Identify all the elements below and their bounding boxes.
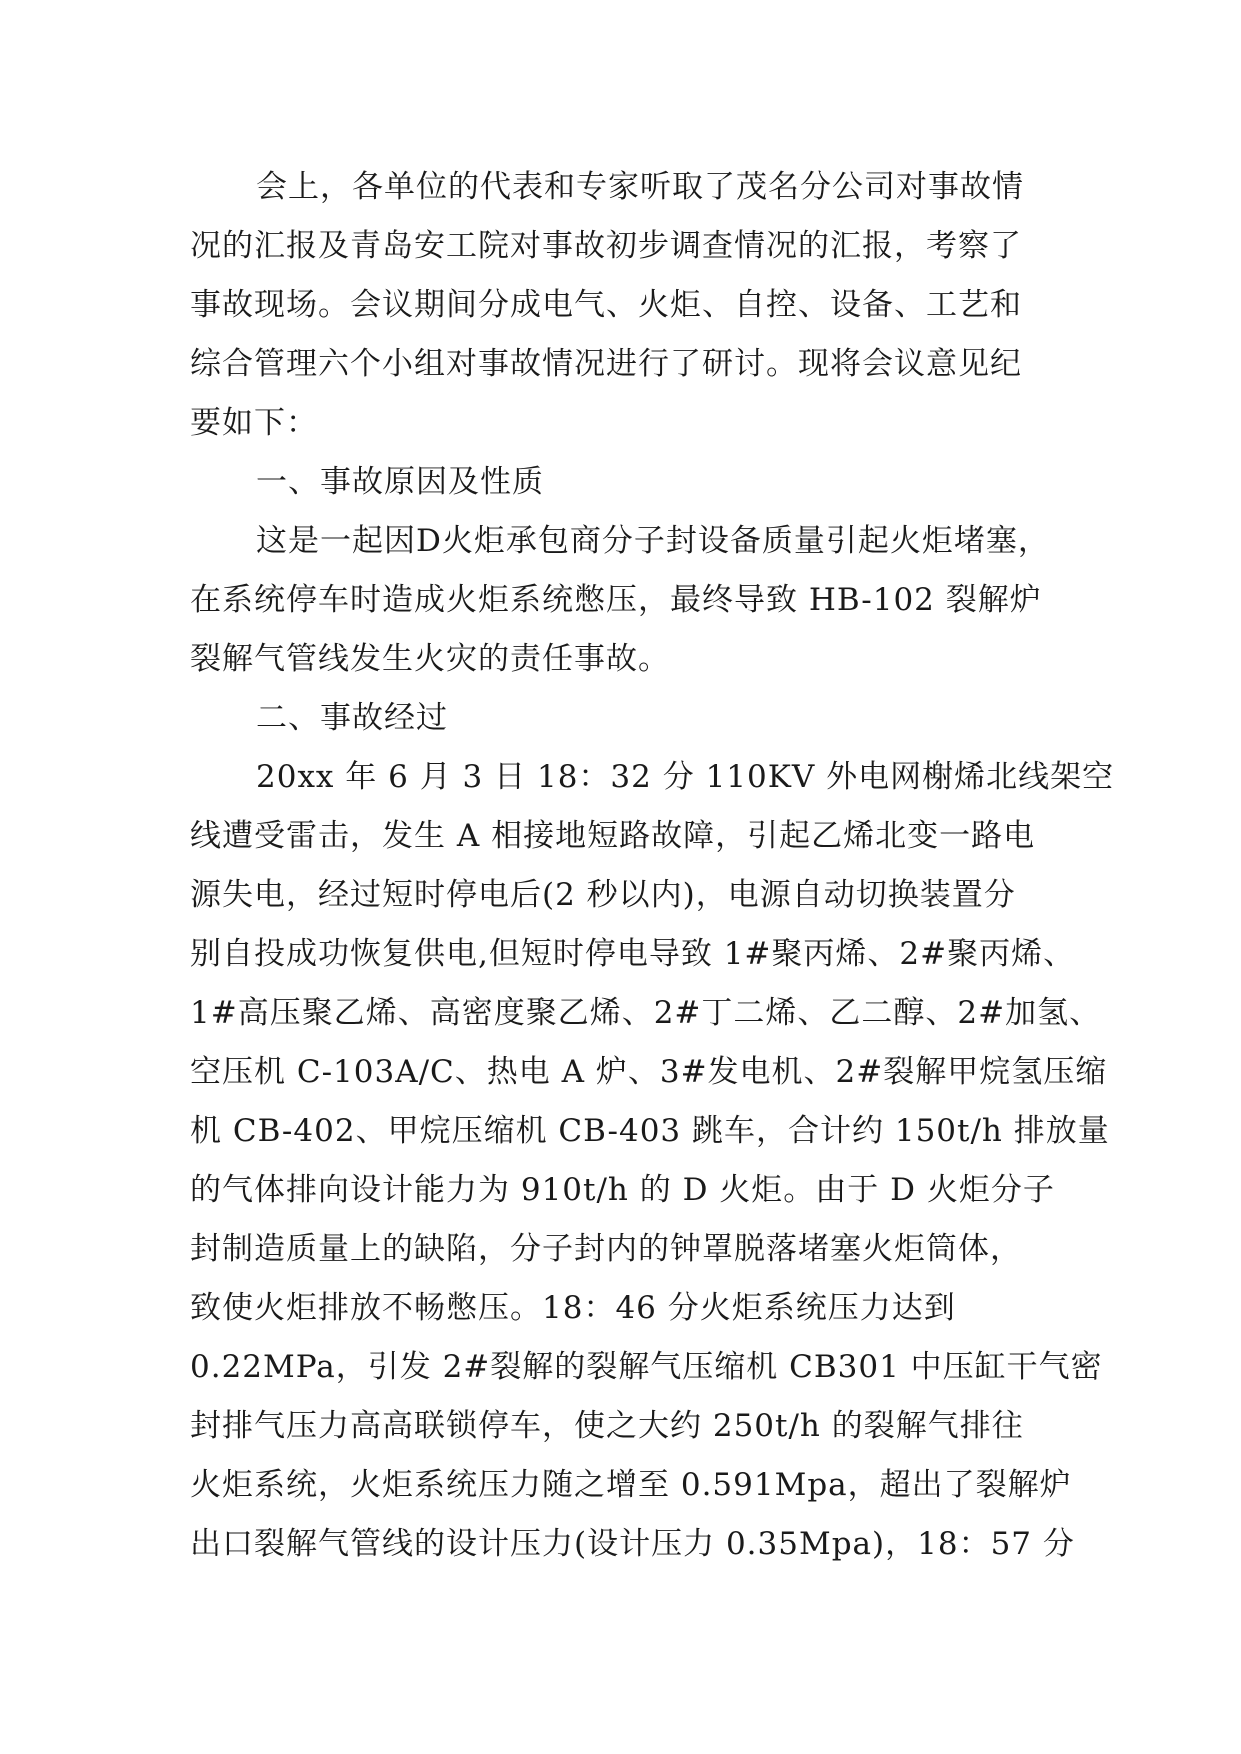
body-line: 的气体排向设计能力为 910t/h 的 D 火炬。由于 D 火炬分子 bbox=[190, 1172, 1055, 1208]
document-body bbox=[190, 158, 1115, 1574]
body-line: 裂解气管线发生火灾的责任事故。 bbox=[190, 641, 670, 677]
body-line: 线遭受雷击，发生 A 相接地短路故障，引起乙烯北变一路电 bbox=[190, 818, 1036, 854]
body-line: 要如下： bbox=[190, 405, 318, 441]
body-line: 致使火炬排放不畅憋压。18：46 分火炬系统压力达到 bbox=[190, 1290, 956, 1326]
section-heading: 一、事故原因及性质 bbox=[256, 464, 544, 500]
body-line: 别自投成功恢复供电,但短时停电导致 1#聚丙烯、2#聚丙烯、 bbox=[190, 936, 1076, 972]
body-line: 综合管理六个小组对事故情况进行了研讨。现将会议意见纪 bbox=[190, 346, 1022, 382]
body-line: 在系统停车时造成火炬系统憋压，最终导致 HB-102 裂解炉 bbox=[190, 582, 1042, 618]
body-line: 1#高压聚乙烯、高密度聚乙烯、2#丁二烯、乙二醇、2#加氢、 bbox=[190, 995, 1102, 1031]
body-line: 机 CB-402、甲烷压缩机 CB-403 跳车，合计约 150t/h 排放量 bbox=[190, 1113, 1110, 1149]
body-line: 空压机 C-103A/C、热电 A 炉、3#发电机、2#裂解甲烷氢压缩 bbox=[190, 1054, 1108, 1090]
body-line: 这是一起因D火炬承包商分子封设备质量引起火炬堵塞， bbox=[256, 523, 1050, 559]
body-line: 20xx 年 6 月 3 日 18：32 分 110KV 外电网榭烯北线架空 bbox=[256, 759, 1115, 795]
body-line: 事故现场。会议期间分成电气、火炬、自控、设备、工艺和 bbox=[190, 287, 1022, 323]
section-heading: 二、事故经过 bbox=[256, 700, 448, 736]
body-line: 封制造质量上的缺陷，分子封内的钟罩脱落堵塞火炬筒体， bbox=[190, 1231, 1022, 1267]
body-line: 况的汇报及青岛安工院对事故初步调查情况的汇报，考察了 bbox=[190, 228, 1022, 264]
body-line: 火炬系统，火炬系统压力随之增至 0.591Mpa，超出了裂解炉 bbox=[190, 1467, 1072, 1503]
body-line: 会上，各单位的代表和专家听取了茂名分公司对事故情 bbox=[256, 169, 1024, 205]
body-line: 封排气压力高高联锁停车，使之大约 250t/h 的裂解气排往 bbox=[190, 1408, 1024, 1444]
body-line: 源失电，经过短时停电后(2 秒以内)，电源自动切换装置分 bbox=[190, 877, 1016, 913]
body-line: 0.22MPa，引发 2#裂解的裂解气压缩机 CB301 中压缸干气密 bbox=[190, 1349, 1103, 1385]
body-line: 出口裂解气管线的设计压力(设计压力 0.35Mpa)，18：57 分 bbox=[190, 1526, 1075, 1562]
